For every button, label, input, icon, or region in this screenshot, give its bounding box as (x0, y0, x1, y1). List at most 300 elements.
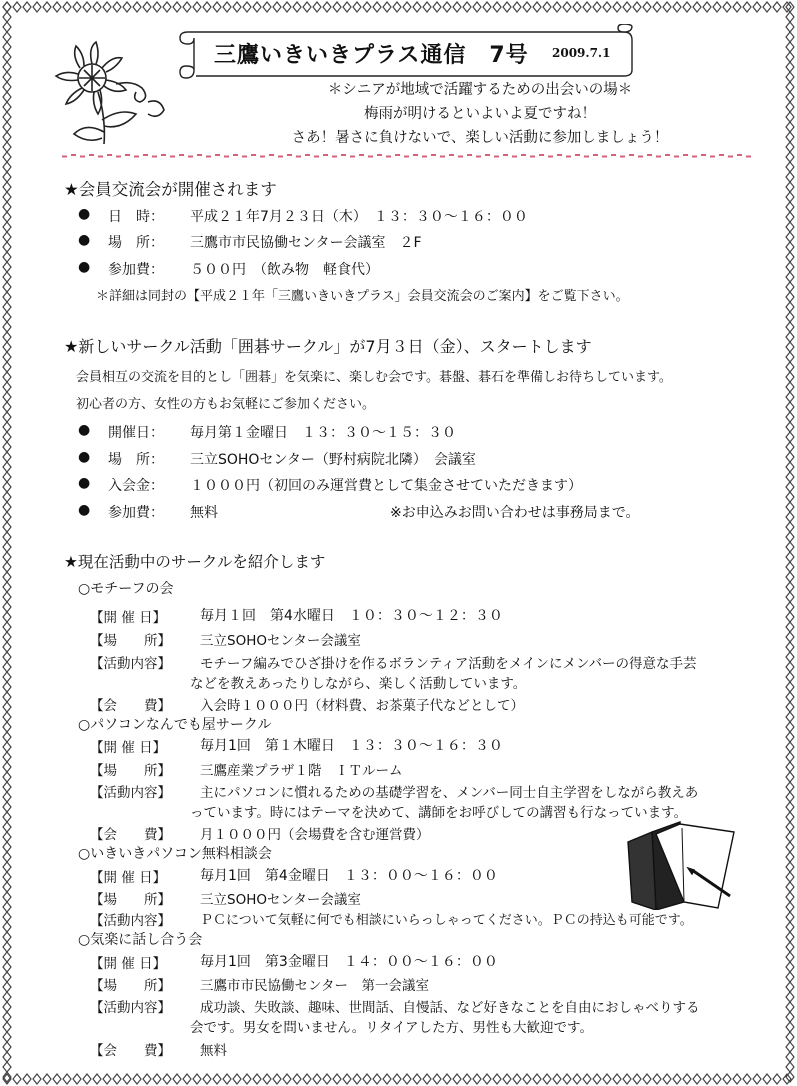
border-diamond (483, 2, 491, 12)
border-diamond (693, 1074, 701, 1084)
divider-dash (593, 154, 598, 156)
circle1-name: ○モチーフの会 (78, 581, 174, 597)
c4-place-label: 【場 所】 (90, 978, 171, 994)
divider-dash (350, 156, 355, 158)
border-diamond (373, 2, 381, 12)
c2-activity-1: 主にパソコンに慣れるための基礎学習を、メンバー同士自主学習をしながら教えあ (200, 785, 699, 801)
border-diamond (453, 1074, 461, 1084)
border-diamond (753, 2, 761, 12)
border-diamond (693, 2, 701, 12)
border-diamond (333, 1074, 341, 1084)
border-diamond (583, 1074, 591, 1084)
c2-date: 毎月1回 第１木曜日 １３：３０～１６：３０ (200, 738, 503, 754)
c1-fee: 入会時１０００円（材料費、お茶菓子代などとして） (200, 698, 524, 714)
border-diamond (3, 752, 11, 762)
border-diamond (3, 592, 11, 602)
border-diamond (786, 702, 794, 712)
border-diamond (786, 92, 794, 102)
bullet: ● (78, 475, 91, 491)
border-diamond (786, 222, 794, 232)
border-diamond (786, 82, 794, 92)
border-diamond (3, 32, 11, 42)
border-diamond (3, 972, 11, 982)
border-diamond (513, 2, 521, 12)
c1-fee-label: 【会 費】 (90, 698, 171, 714)
border-diamond (786, 562, 794, 572)
border-diamond (786, 122, 794, 132)
border-diamond (603, 1074, 611, 1084)
border-diamond (3, 272, 11, 282)
border-diamond (263, 1074, 271, 1084)
border-diamond (523, 1074, 531, 1084)
border-diamond (3, 222, 11, 232)
border-diamond (3, 642, 11, 652)
divider-dash (467, 154, 472, 156)
border-diamond (403, 2, 411, 12)
border-diamond (3, 612, 11, 622)
divider-dash (332, 156, 337, 158)
border-diamond (3, 1072, 11, 1082)
c1-date: 毎月１回 第4水曜日 １０：３０～１２：３０ (200, 608, 503, 624)
border-diamond (786, 362, 794, 372)
border-diamond (786, 692, 794, 702)
border-diamond (3, 772, 11, 782)
border-diamond (493, 1074, 501, 1084)
c1-activity-label: 【活動内容】 (90, 656, 171, 672)
border-diamond (3, 822, 11, 832)
border-diamond (643, 1074, 651, 1084)
divider-dash (404, 156, 409, 158)
divider-dash (719, 154, 724, 156)
s1-date-label: 日 時： (108, 209, 164, 225)
divider-dash (98, 156, 103, 158)
bullet: ● (78, 422, 91, 438)
border-diamond (786, 142, 794, 152)
c1-date-label: 【開 催 日】 (90, 610, 167, 626)
border-diamond (293, 1074, 301, 1084)
border-diamond (786, 572, 794, 582)
c4-fee: 無料 (200, 1043, 227, 1059)
border-diamond (773, 1074, 781, 1084)
border-diamond (333, 2, 341, 12)
border-diamond (3, 622, 11, 632)
border-diamond (243, 1074, 251, 1084)
border-diamond (543, 2, 551, 12)
border-diamond (163, 2, 171, 12)
c4-place: 三鷹市市民協働センター 第一会議室 (200, 978, 429, 994)
border-diamond (786, 262, 794, 272)
s2-description-1: 会員相互の交流を目的とし「囲碁」を気楽に、楽しむ会です。碁盤、碁石を準備しお待ちしています。 (76, 370, 672, 385)
border-diamond (713, 1074, 721, 1084)
border-diamond (3, 162, 11, 172)
border-diamond (463, 2, 471, 12)
border-diamond (663, 2, 671, 12)
divider-dash (368, 156, 373, 158)
border-diamond (283, 2, 291, 12)
border-diamond (763, 2, 771, 12)
divider-dash (80, 156, 85, 158)
border-diamond (573, 2, 581, 12)
divider-dash (143, 154, 148, 156)
border-diamond (786, 722, 794, 732)
border-diamond (3, 422, 11, 432)
border-diamond (3, 562, 11, 572)
border-diamond (703, 1074, 711, 1084)
border-diamond (3, 452, 11, 462)
border-diamond (3, 282, 11, 292)
border-diamond (3, 1032, 11, 1042)
border-diamond (3, 932, 11, 942)
border-diamond (93, 2, 101, 12)
border-diamond (3, 232, 11, 242)
border-diamond (3, 702, 11, 712)
border-diamond (3, 952, 11, 962)
border-diamond (786, 832, 794, 842)
border-diamond (133, 1074, 141, 1084)
border-diamond (786, 412, 794, 422)
border-diamond (303, 1074, 311, 1084)
border-diamond (703, 2, 711, 12)
c2-activity-2: っています。時にはテーマを決めて、講師をお呼びしての講習も行なっています。 (190, 805, 688, 821)
c2-fee-label: 【会 費】 (90, 827, 171, 843)
border-diamond (786, 482, 794, 492)
border-diamond (383, 2, 391, 12)
border-diamond (203, 2, 211, 12)
c1-activity-2: などを教えあったりしながら、楽しく活動しています。 (190, 676, 527, 692)
divider-dash (422, 156, 427, 158)
border-diamond (3, 1062, 11, 1072)
border-diamond (733, 2, 741, 12)
border-diamond (673, 2, 681, 12)
border-diamond (786, 232, 794, 242)
divider-dash (287, 154, 292, 156)
border-diamond (786, 282, 794, 292)
border-diamond (83, 2, 91, 12)
divider-dash (602, 156, 607, 158)
border-diamond (553, 2, 561, 12)
border-diamond (163, 1074, 171, 1084)
divider-dash (620, 156, 625, 158)
border-diamond (786, 932, 794, 942)
border-diamond (786, 592, 794, 602)
border-diamond (103, 2, 111, 12)
border-diamond (786, 492, 794, 502)
border-diamond (3, 632, 11, 642)
border-diamond (786, 522, 794, 532)
border-diamond (786, 822, 794, 832)
border-diamond (786, 882, 794, 892)
s2-entry-value: １０００円（初回のみ運営費として集金させていただきます） (190, 478, 582, 494)
notebook-pen-illustration (622, 818, 738, 910)
border-diamond (343, 2, 351, 12)
subtitle-tagline: ＊シニアが地域で活躍するための出会いの場＊ (327, 82, 633, 98)
border-diamond (3, 872, 11, 882)
divider-dash (548, 156, 553, 158)
border-diamond (113, 1074, 121, 1084)
border-diamond (3, 892, 11, 902)
border-diamond (433, 1074, 441, 1084)
border-diamond (323, 1074, 331, 1084)
border-diamond (3, 202, 11, 212)
divider-dash (125, 154, 130, 156)
border-diamond (3, 792, 11, 802)
border-diamond (3, 102, 11, 112)
border-diamond (786, 292, 794, 302)
border-diamond (786, 112, 794, 122)
border-diamond (786, 812, 794, 822)
border-diamond (543, 1074, 551, 1084)
border-diamond (3, 862, 11, 872)
border-diamond (786, 842, 794, 852)
border-diamond (223, 2, 231, 12)
border-diamond (233, 2, 241, 12)
border-diamond (786, 172, 794, 182)
border-diamond (423, 1074, 431, 1084)
border-diamond (786, 202, 794, 212)
border-diamond (3, 132, 11, 142)
divider-dash (431, 154, 436, 156)
border-diamond (393, 1074, 401, 1084)
c1-place: 三立SOHOセンター会議室 (200, 633, 361, 649)
border-diamond (113, 2, 121, 12)
border-diamond (3, 152, 11, 162)
border-diamond (253, 1074, 261, 1084)
c1-place-label: 【場 所】 (90, 633, 171, 649)
border-diamond (3, 52, 11, 62)
border-diamond (786, 152, 794, 162)
border-diamond (3, 122, 11, 132)
circle3-name: ○いきいきパソコン無料相談会 (78, 846, 272, 862)
border-diamond (213, 2, 221, 12)
border-diamond (3, 802, 11, 812)
border-diamond (3, 442, 11, 452)
border-diamond (3, 172, 11, 182)
border-diamond (413, 2, 421, 12)
border-diamond (3, 1012, 11, 1022)
border-diamond (3, 432, 11, 442)
border-diamond (786, 42, 794, 52)
s2-place-label: 場 所： (108, 452, 164, 468)
border-diamond (653, 2, 661, 12)
border-diamond (3, 192, 11, 202)
border-diamond (93, 1074, 101, 1084)
border-diamond (173, 1074, 181, 1084)
border-diamond (423, 2, 431, 12)
border-diamond (3, 82, 11, 92)
border-diamond (43, 2, 51, 12)
border-diamond (153, 1074, 161, 1084)
s1-detail-note: ＊詳細は同封の【平成２１年「三鷹いきいきプラス」会員交流会のご案内】をご覧下さい。 (96, 289, 629, 304)
border-diamond (3, 762, 11, 772)
border-diamond (786, 1012, 794, 1022)
border-diamond (3, 1074, 11, 1084)
border-diamond (613, 2, 621, 12)
border-diamond (3, 292, 11, 302)
bullet: ● (78, 502, 91, 518)
border-diamond (786, 802, 794, 812)
divider-dash (107, 154, 112, 156)
border-diamond (3, 522, 11, 532)
border-diamond (23, 2, 31, 12)
border-diamond (3, 942, 11, 952)
c3-activity-label: 【活動内容】 (90, 913, 171, 929)
border-diamond (786, 1052, 794, 1062)
border-diamond (786, 462, 794, 472)
border-diamond (786, 682, 794, 692)
border-diamond (3, 62, 11, 72)
border-diamond (786, 332, 794, 342)
divider-dash (503, 154, 508, 156)
c4-activity-1: 成功談、失敗談、趣味、世間話、自慢話、など好きなことを自由におしゃべりする (200, 1000, 700, 1016)
c2-activity-label: 【活動内容】 (90, 785, 171, 801)
divider-dash (215, 154, 220, 156)
border-diamond (473, 2, 481, 12)
border-diamond (3, 552, 11, 562)
border-diamond (786, 1002, 794, 1012)
border-diamond (786, 402, 794, 412)
border-diamond (3, 782, 11, 792)
border-diamond (763, 1074, 771, 1084)
divider-dash (71, 154, 76, 156)
s1-fee-label: 参加費： (108, 262, 164, 278)
divider-dash (701, 154, 706, 156)
border-diamond (786, 772, 794, 782)
border-diamond (786, 1062, 794, 1072)
divider-dash (440, 156, 445, 158)
s2-fee-label: 参加費： (108, 505, 164, 521)
border-diamond (3, 72, 11, 82)
divider-dash (647, 154, 652, 156)
border-diamond (483, 1074, 491, 1084)
border-diamond (786, 192, 794, 202)
border-diamond (473, 1074, 481, 1084)
border-diamond (553, 1074, 561, 1084)
border-diamond (3, 502, 11, 512)
divider-dash (314, 156, 319, 158)
border-diamond (786, 612, 794, 622)
s2-contact-note: ※お申込みお問い合わせは事務局まで。 (390, 505, 640, 521)
border-diamond (593, 2, 601, 12)
border-diamond (573, 1074, 581, 1084)
border-diamond (786, 982, 794, 992)
border-diamond (523, 2, 531, 12)
border-diamond (603, 2, 611, 12)
border-diamond (786, 642, 794, 652)
c4-activity-label: 【活動内容】 (90, 1000, 171, 1016)
border-diamond (683, 1074, 691, 1084)
s1-place-value: 三鷹市市民協働センター会議室 ２F (190, 235, 422, 251)
s2-fee-value: 無料 (190, 505, 218, 521)
divider-dash (188, 156, 193, 158)
border-diamond (3, 212, 11, 222)
issue-date: 2009.7.1 (552, 46, 611, 60)
divider-dash (566, 156, 571, 158)
border-diamond (183, 1074, 191, 1084)
border-diamond (786, 372, 794, 382)
border-diamond (73, 2, 81, 12)
pink-divider (62, 154, 752, 158)
border-diamond (786, 582, 794, 592)
c2-place: 三鷹産業プラザ１階 ＩＴルーム (200, 763, 403, 779)
divider-dash (395, 154, 400, 156)
border-diamond (433, 2, 441, 12)
s2-description-2: 初心者の方、女性の方もお気軽にご参加ください。 (76, 397, 376, 412)
border-diamond (786, 952, 794, 962)
subtitle-invite: さあ！暑さに負けないで、楽しい活動に参加しましょう！ (291, 130, 669, 146)
border-diamond (3, 472, 11, 482)
border-diamond (3, 602, 11, 612)
divider-dash (323, 154, 328, 156)
border-diamond (786, 872, 794, 882)
c3-place: 三立SOHOセンター会議室 (200, 892, 361, 908)
border-diamond (123, 1074, 131, 1084)
border-diamond (203, 1074, 211, 1084)
divider-dash (62, 156, 67, 158)
border-diamond (453, 2, 461, 12)
border-diamond (3, 382, 11, 392)
divider-dash (152, 156, 157, 158)
border-diamond (786, 422, 794, 432)
border-diamond (786, 452, 794, 462)
s2-date-value: 毎月第１金曜日 １３：３０～１５：３０ (190, 425, 456, 441)
border-diamond (786, 302, 794, 312)
divider-dash (269, 154, 274, 156)
border-diamond (153, 2, 161, 12)
border-diamond (3, 462, 11, 472)
border-diamond (3, 532, 11, 542)
divider-dash (539, 154, 544, 156)
border-diamond (383, 1074, 391, 1084)
border-diamond (3, 542, 11, 552)
border-diamond (786, 672, 794, 682)
border-diamond (663, 1074, 671, 1084)
border-diamond (13, 2, 21, 12)
c3-date: 毎月1回 第4金曜日 １３：００～１６：００ (200, 868, 498, 884)
border-diamond (786, 22, 794, 32)
border-diamond (786, 962, 794, 972)
border-diamond (3, 492, 11, 502)
border-diamond (786, 742, 794, 752)
border-diamond (3, 812, 11, 822)
border-diamond (786, 72, 794, 82)
subtitle-season: 梅雨が明けるといよいよ夏ですね！ (364, 106, 596, 122)
s1-fee-value: ５００円 （飲み物 軽食代） (190, 262, 379, 278)
border-diamond (263, 2, 271, 12)
border-diamond (3, 832, 11, 842)
border-diamond (723, 2, 731, 12)
divider-dash (170, 156, 175, 158)
border-diamond (3, 852, 11, 862)
border-diamond (786, 652, 794, 662)
border-diamond (3, 512, 11, 522)
border-diamond (3, 92, 11, 102)
border-diamond (786, 712, 794, 722)
border-diamond (53, 2, 61, 12)
border-diamond (313, 1074, 321, 1084)
c3-place-label: 【場 所】 (90, 892, 171, 908)
section2-heading: ★新しいサークル活動「囲碁サークル」が7月３日（金）、スタートします (64, 337, 592, 356)
border-diamond (463, 1074, 471, 1084)
border-diamond (173, 2, 181, 12)
border-diamond (3, 722, 11, 732)
border-diamond (786, 862, 794, 872)
divider-dash (494, 156, 499, 158)
divider-dash (485, 154, 490, 156)
border-diamond (83, 1074, 91, 1084)
divider-dash (458, 156, 463, 158)
c1-activity-1: モチーフ編みでひざ掛けを作るボランティア活動をメインにメンバーの得意な手芸 (200, 656, 697, 672)
circle2-name: ○パソコンなんでも屋サークル (78, 717, 272, 733)
